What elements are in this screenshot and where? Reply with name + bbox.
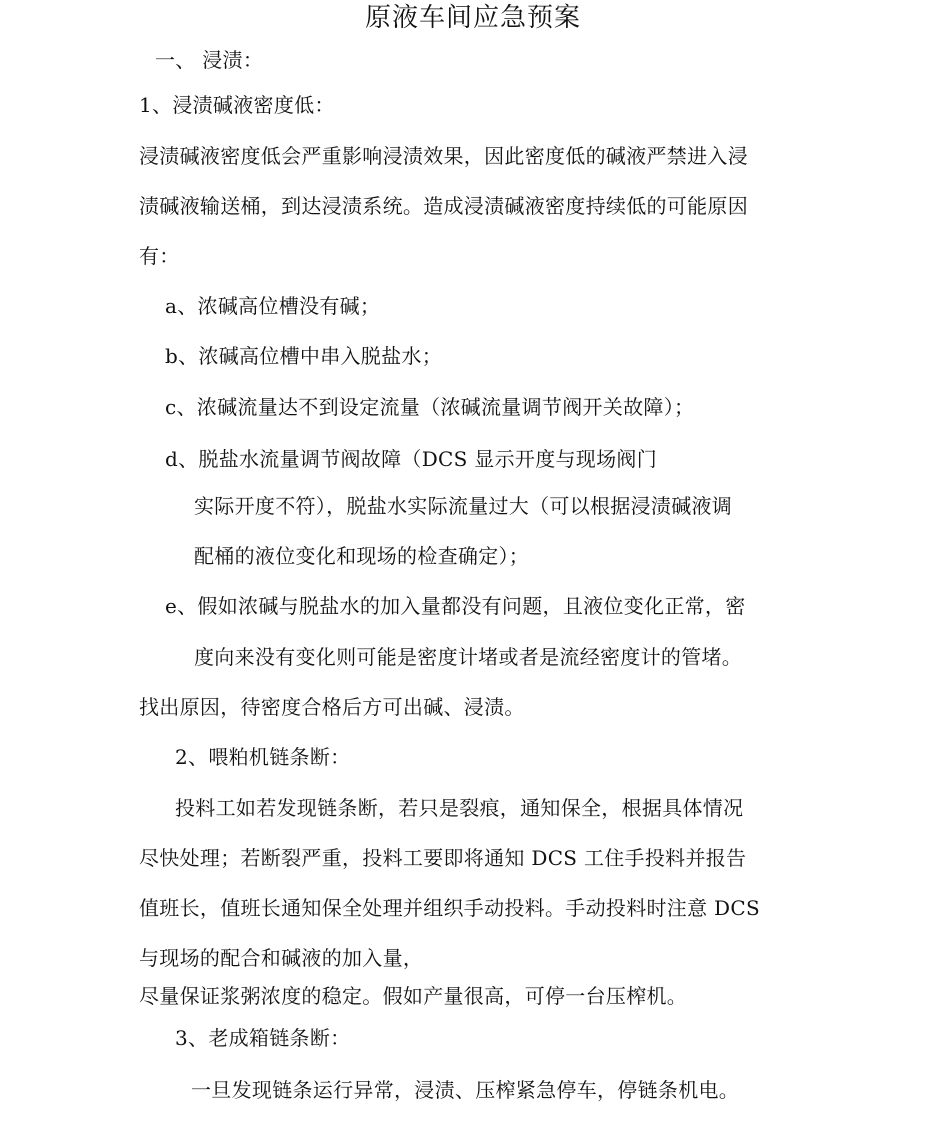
list-item: d、脱盐水流量调节阀故障（DCS 显示开度与现场阀门: [165, 447, 657, 471]
paragraph-line: 投料工如若发现链条断，若只是裂痕，通知保全，根据具体情况: [175, 796, 744, 820]
paragraph-line: 浸渍碱液密度低会严重影响浸渍效果，因此密度低的碱液严禁进入浸: [139, 144, 748, 168]
paragraph-line: 找出原因，待密度合格后方可出碱、浸渍。: [139, 695, 525, 719]
subsection-heading: 3、老成箱链条断：: [175, 1026, 351, 1050]
document-title: 原液车间应急预案: [365, 3, 582, 33]
list-item: b、浓碱高位槽中串入脱盐水；: [165, 344, 443, 368]
list-item: a、浓碱高位槽没有碱；: [165, 294, 381, 318]
subsection-heading: 2、喂粕机链条断：: [175, 745, 351, 769]
list-item-continuation: 实际开度不符），脱盐水实际流量过大（可以根据浸渍碱液调: [194, 494, 733, 518]
list-item-continuation: 度向来没有变化则可能是密度计堵或者是流经密度计的管堵。: [194, 645, 743, 669]
paragraph-line: 有：: [139, 244, 180, 268]
paragraph-line: 尽量保证浆粥浓度的稳定。假如产量很高，可停一台压榨机。: [139, 984, 688, 1008]
paragraph-line: 与现场的配合和碱液的加入量，: [139, 946, 424, 970]
paragraph-line: 值班长，值班长通知保全处理并组织手动投料。手动投料时注意 DCS: [139, 896, 760, 920]
paragraph-line: 渍碱液输送桶，到达浸渍系统。造成浸渍碱液密度持续低的可能原因: [139, 194, 748, 218]
paragraph-line: 尽快处理；若断裂严重，投料工要即将通知 DCS 工住手投料并报告: [139, 846, 747, 870]
list-item: c、浓碱流量达不到设定流量（浓碱流量调节阀开关故障）；: [165, 395, 695, 419]
list-item-continuation: 配桶的液位变化和现场的检查确定）；: [194, 544, 530, 568]
list-item: e、假如浓碱与脱盐水的加入量都没有问题，且液位变化正常，密: [165, 594, 746, 618]
section-heading: 一、 浸渍：: [155, 48, 264, 72]
paragraph-line: 一旦发现链条运行异常，浸渍、压榨紧急停车，停链条机电。: [191, 1078, 740, 1102]
subsection-heading: 1、浸渍碱液密度低：: [139, 93, 335, 117]
